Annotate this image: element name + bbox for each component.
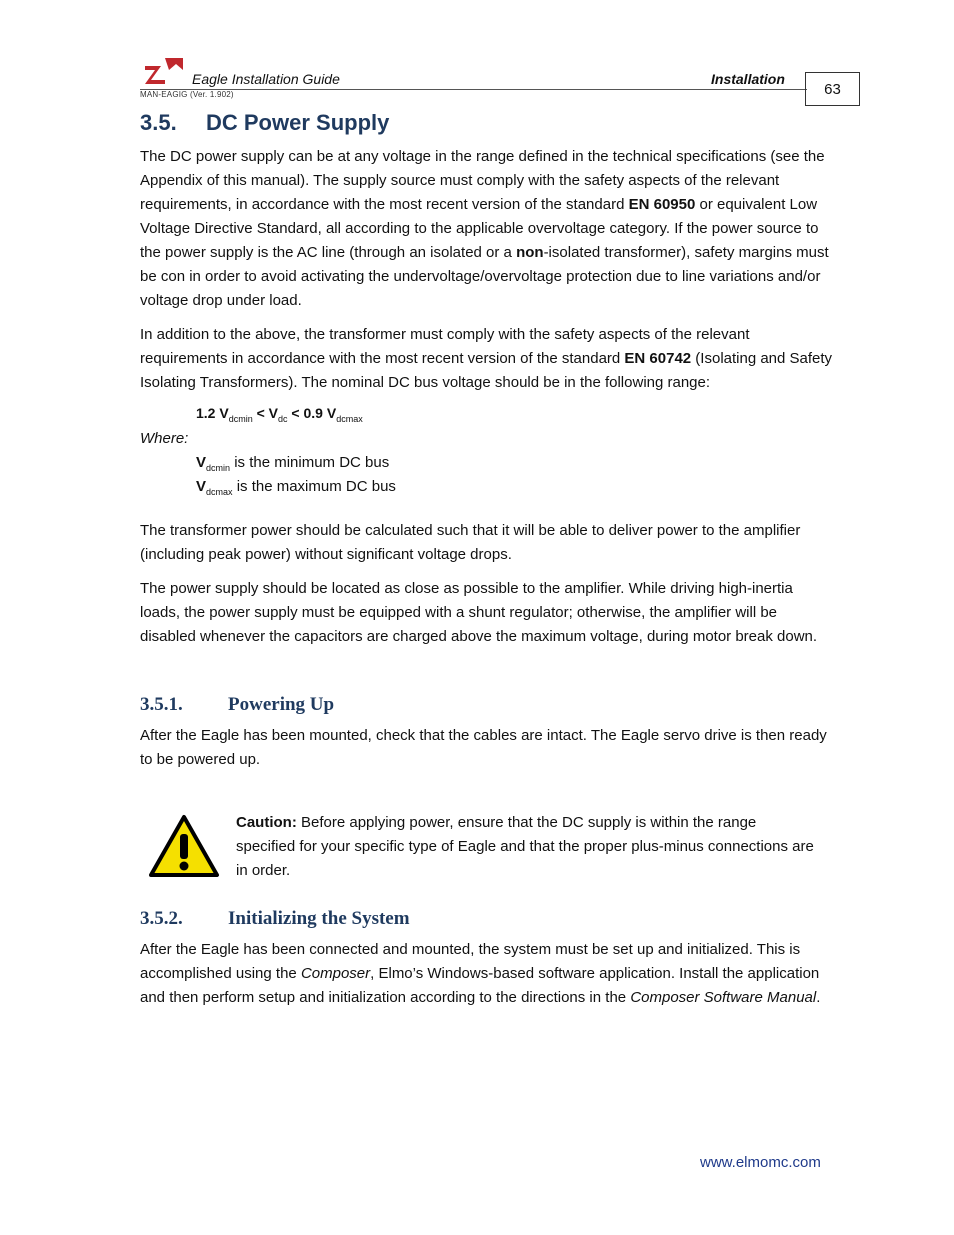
paragraph-dc-supply	[140, 145, 834, 313]
subsection-number: 3.5.1.	[140, 694, 183, 715]
subsection-heading	[140, 908, 410, 930]
section-number: 3.5.	[140, 110, 177, 135]
init-text-2: , Elmo’s Windows-based software application. Install the application and then perform setup and initialization according to the directions in the	[140, 965, 820, 1006]
para2-text-2: (Isolating and Safety Isolating Transformers). The nominal DC bus voltage should be in the following range:	[140, 350, 833, 391]
guide-title: Eagle Installation Guide	[192, 71, 340, 87]
init-italic-composer: Composer	[300, 965, 371, 982]
document-id: MAN-EAGIG (Ver. 1.902)	[140, 90, 234, 99]
init-text-3: .	[816, 989, 821, 1006]
para1-bold-non: non	[516, 244, 544, 261]
warning-icon	[148, 814, 220, 878]
para2-text-1: In addition to the above, the transformer must comply with the safety aspects of the relevant requirements in accordance with the most recent version of the standard	[140, 326, 750, 367]
footer-website-link[interactable]: www.elmomc.com	[700, 1154, 821, 1171]
caution-label: Caution:	[236, 814, 297, 831]
formula-part: < 0.9 V	[287, 405, 337, 421]
subsection-title: Initializing the System	[228, 908, 410, 929]
voltage-range-formula	[196, 405, 363, 424]
section-title: DC Power Supply	[206, 110, 390, 135]
subsection-number: 3.5.2.	[140, 908, 183, 929]
paragraph-initializing	[140, 938, 834, 1010]
paragraph-powering-up: After the Eagle has been mounted, check that the cables are intact. The Eagle servo drive is then ready to be powered up.	[140, 727, 827, 768]
formula-subscript: dc	[278, 413, 288, 424]
definition-subscript: dcmax	[206, 487, 233, 497]
subsection-heading	[140, 694, 334, 716]
paragraph-transformer-power: The transformer power should be calculated such that it will be able to deliver power to the amplifier (including peak power) without significant voltage drops.	[140, 522, 801, 563]
definition-text: is the maximum DC bus	[232, 478, 396, 495]
definition-item	[196, 454, 389, 473]
paragraph-transformer	[140, 323, 834, 395]
where-label: Where:	[140, 430, 189, 447]
subsection-title: Powering Up	[228, 694, 335, 715]
header-section-name: Installation	[711, 71, 785, 87]
section-heading	[140, 110, 389, 136]
para2-bold-standard: EN 60742	[624, 350, 692, 367]
para1-text-1: The DC power supply can be at any voltage in the range defined in the technical specifications (see the Appendix of this manual). The supply source must comply with the safety aspects of the relevant requirements, in accordance with the most recent version of the standard	[140, 148, 825, 213]
definition-symbol: V	[196, 478, 207, 495]
formula-subscript: dcmin	[228, 413, 253, 424]
para1-bold-standard: EN 60950	[628, 196, 696, 213]
definition-symbol: V	[196, 454, 207, 471]
init-text-1: After the Eagle has been connected and mounted, the system must be set up and initialized. This is accomplished using the	[140, 941, 801, 982]
init-italic-manual: Composer Software Manual	[630, 989, 817, 1006]
elmo-logo-icon	[143, 56, 185, 86]
page-number: 63	[805, 72, 860, 106]
header-divider	[140, 89, 807, 90]
para1-text-2: or equivalent Low Voltage Directive Standard, all according to the applicable overvoltage category. If the power source to the power supply is the AC line (through an isolated or a	[140, 196, 819, 261]
caution-text: Before applying power, ensure that the DC supply is within the range specified for your specific type of Eagle and that the proper plus-minus connections are in order.	[236, 814, 814, 879]
formula-subscript: dcmax	[336, 413, 363, 424]
para1-text-3: -isolated transformer), safety margins must be con in order to avoid activating the undervoltage/overvoltage protection due to line variations and/or voltage drop under load.	[140, 244, 829, 309]
definition-subscript: dcmin	[206, 463, 231, 473]
definition-item	[196, 478, 396, 497]
formula-part: < V	[252, 405, 279, 421]
paragraph-location: The power supply should be located as close as possible to the amplifier. While driving high-inertia loads, the power supply must be equipped with a shunt regulator; otherwise, the amplifier will be disabled whenever the capacitors are charged above the maximum voltage, during motor break down.	[140, 580, 818, 645]
formula-part: 1.2 V	[196, 405, 229, 421]
definition-text: is the minimum DC bus	[230, 454, 390, 471]
caution-note	[236, 811, 816, 883]
